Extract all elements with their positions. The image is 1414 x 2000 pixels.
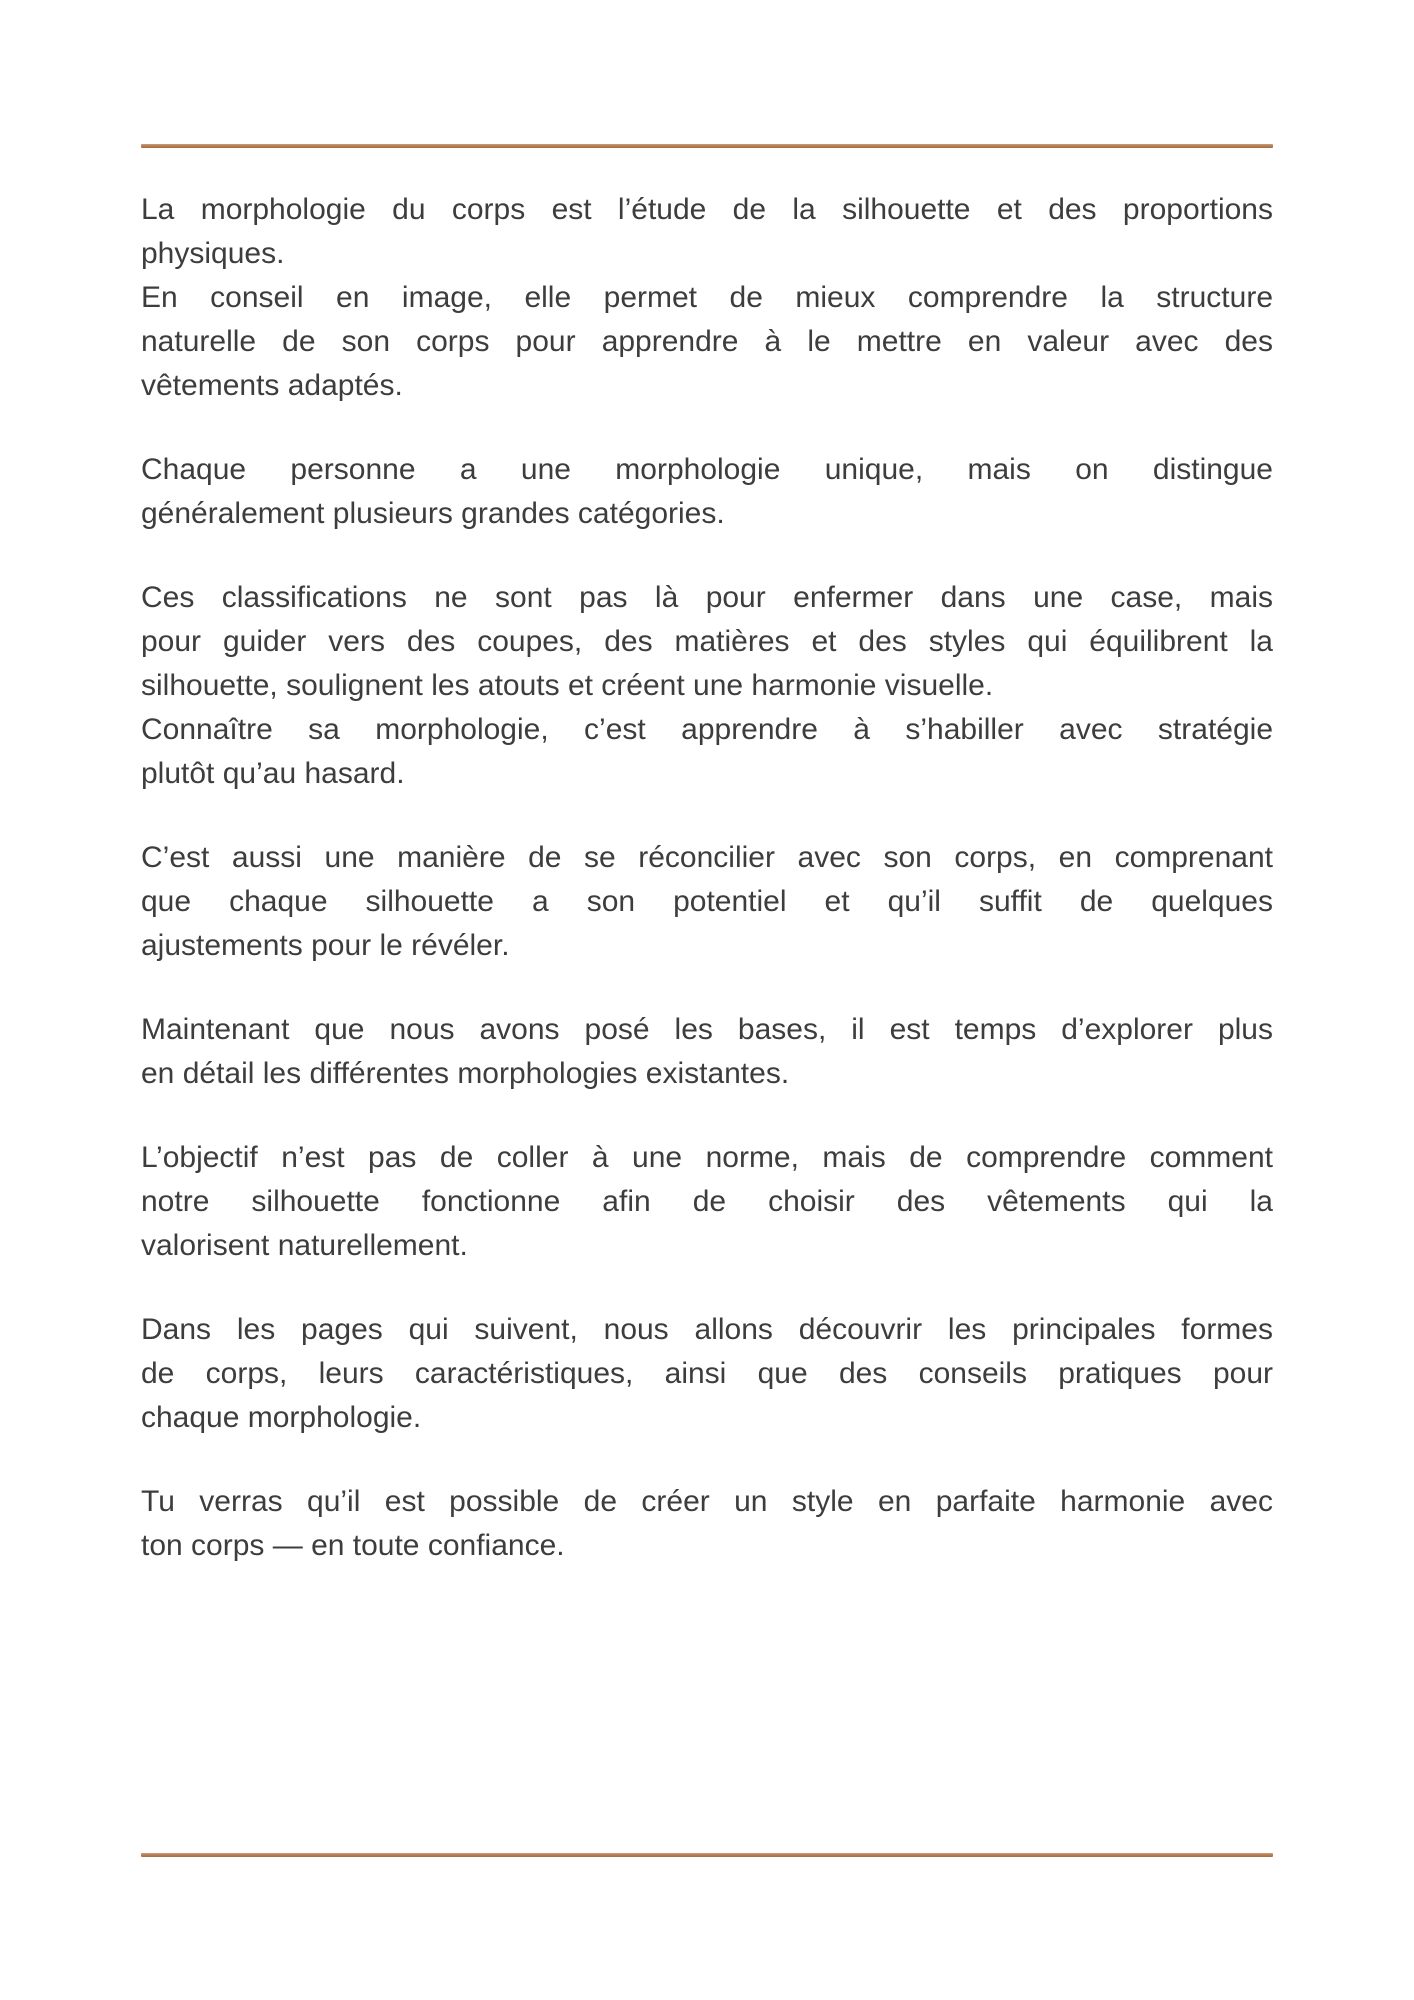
text-line: Chaque personne a une morphologie unique, mais on distingue [141, 453, 1273, 486]
top-rule [141, 144, 1273, 148]
text-line: En conseil en image, elle permet de mieux comprendre la structure [141, 281, 1273, 314]
text-line: Connaître sa morphologie, c’est apprendre à s’habiller avec stratégie [141, 713, 1273, 746]
text-line: de corps, leurs caractéristiques, ainsi que des conseils pratiques pour [141, 1357, 1273, 1390]
text-line: vêtements adaptés. [141, 369, 403, 402]
text-line: L’objectif n’est pas de coller à une norme, mais de comprendre comment [141, 1141, 1273, 1174]
paragraph [141, 836, 1273, 968]
text-line: Tu verras qu’il est possible de créer un style en parfaite harmonie avec [141, 1485, 1273, 1518]
text-line: chaque morphologie. [141, 1401, 422, 1434]
text-line: en détail les différentes morphologies existantes. [141, 1057, 790, 1090]
text-line: C’est aussi une manière de se réconcilier avec son corps, en comprenant [141, 841, 1273, 874]
paragraph [141, 1308, 1273, 1440]
text-line: pour guider vers des coupes, des matières et des styles qui équilibrent la [141, 625, 1273, 658]
text-line: silhouette, soulignent les atouts et créent une harmonie visuelle. [141, 669, 994, 702]
paragraph [141, 188, 1273, 408]
text-line: plutôt qu’au hasard. [141, 757, 405, 790]
text-line: La morphologie du corps est l’étude de la silhouette et des proportions [141, 193, 1273, 226]
text-line: ajustements pour le révéler. [141, 929, 510, 962]
paragraph [141, 1008, 1273, 1096]
paragraph [141, 576, 1273, 796]
bottom-rule [141, 1853, 1273, 1857]
text-line: que chaque silhouette a son potentiel et qu’il suffit de quelques [141, 885, 1273, 918]
text-line: Maintenant que nous avons posé les bases, il est temps d’explorer plus [141, 1013, 1273, 1046]
text-line: naturelle de son corps pour apprendre à le mettre en valeur avec des [141, 325, 1273, 358]
text-line: Dans les pages qui suivent, nous allons découvrir les principales formes [141, 1313, 1273, 1346]
text-line: valorisent naturellement. [141, 1229, 468, 1262]
paragraph [141, 448, 1273, 536]
text-line: physiques. [141, 237, 285, 270]
paragraph [141, 1136, 1273, 1268]
text-line: notre silhouette fonctionne afin de choisir des vêtements qui la [141, 1185, 1273, 1218]
text-line: généralement plusieurs grandes catégories. [141, 497, 725, 530]
document-body [141, 188, 1273, 1568]
text-line: Ces classifications ne sont pas là pour enfermer dans une case, mais [141, 581, 1273, 614]
text-line: ton corps — en toute confiance. [141, 1529, 565, 1562]
paragraph [141, 1480, 1273, 1568]
